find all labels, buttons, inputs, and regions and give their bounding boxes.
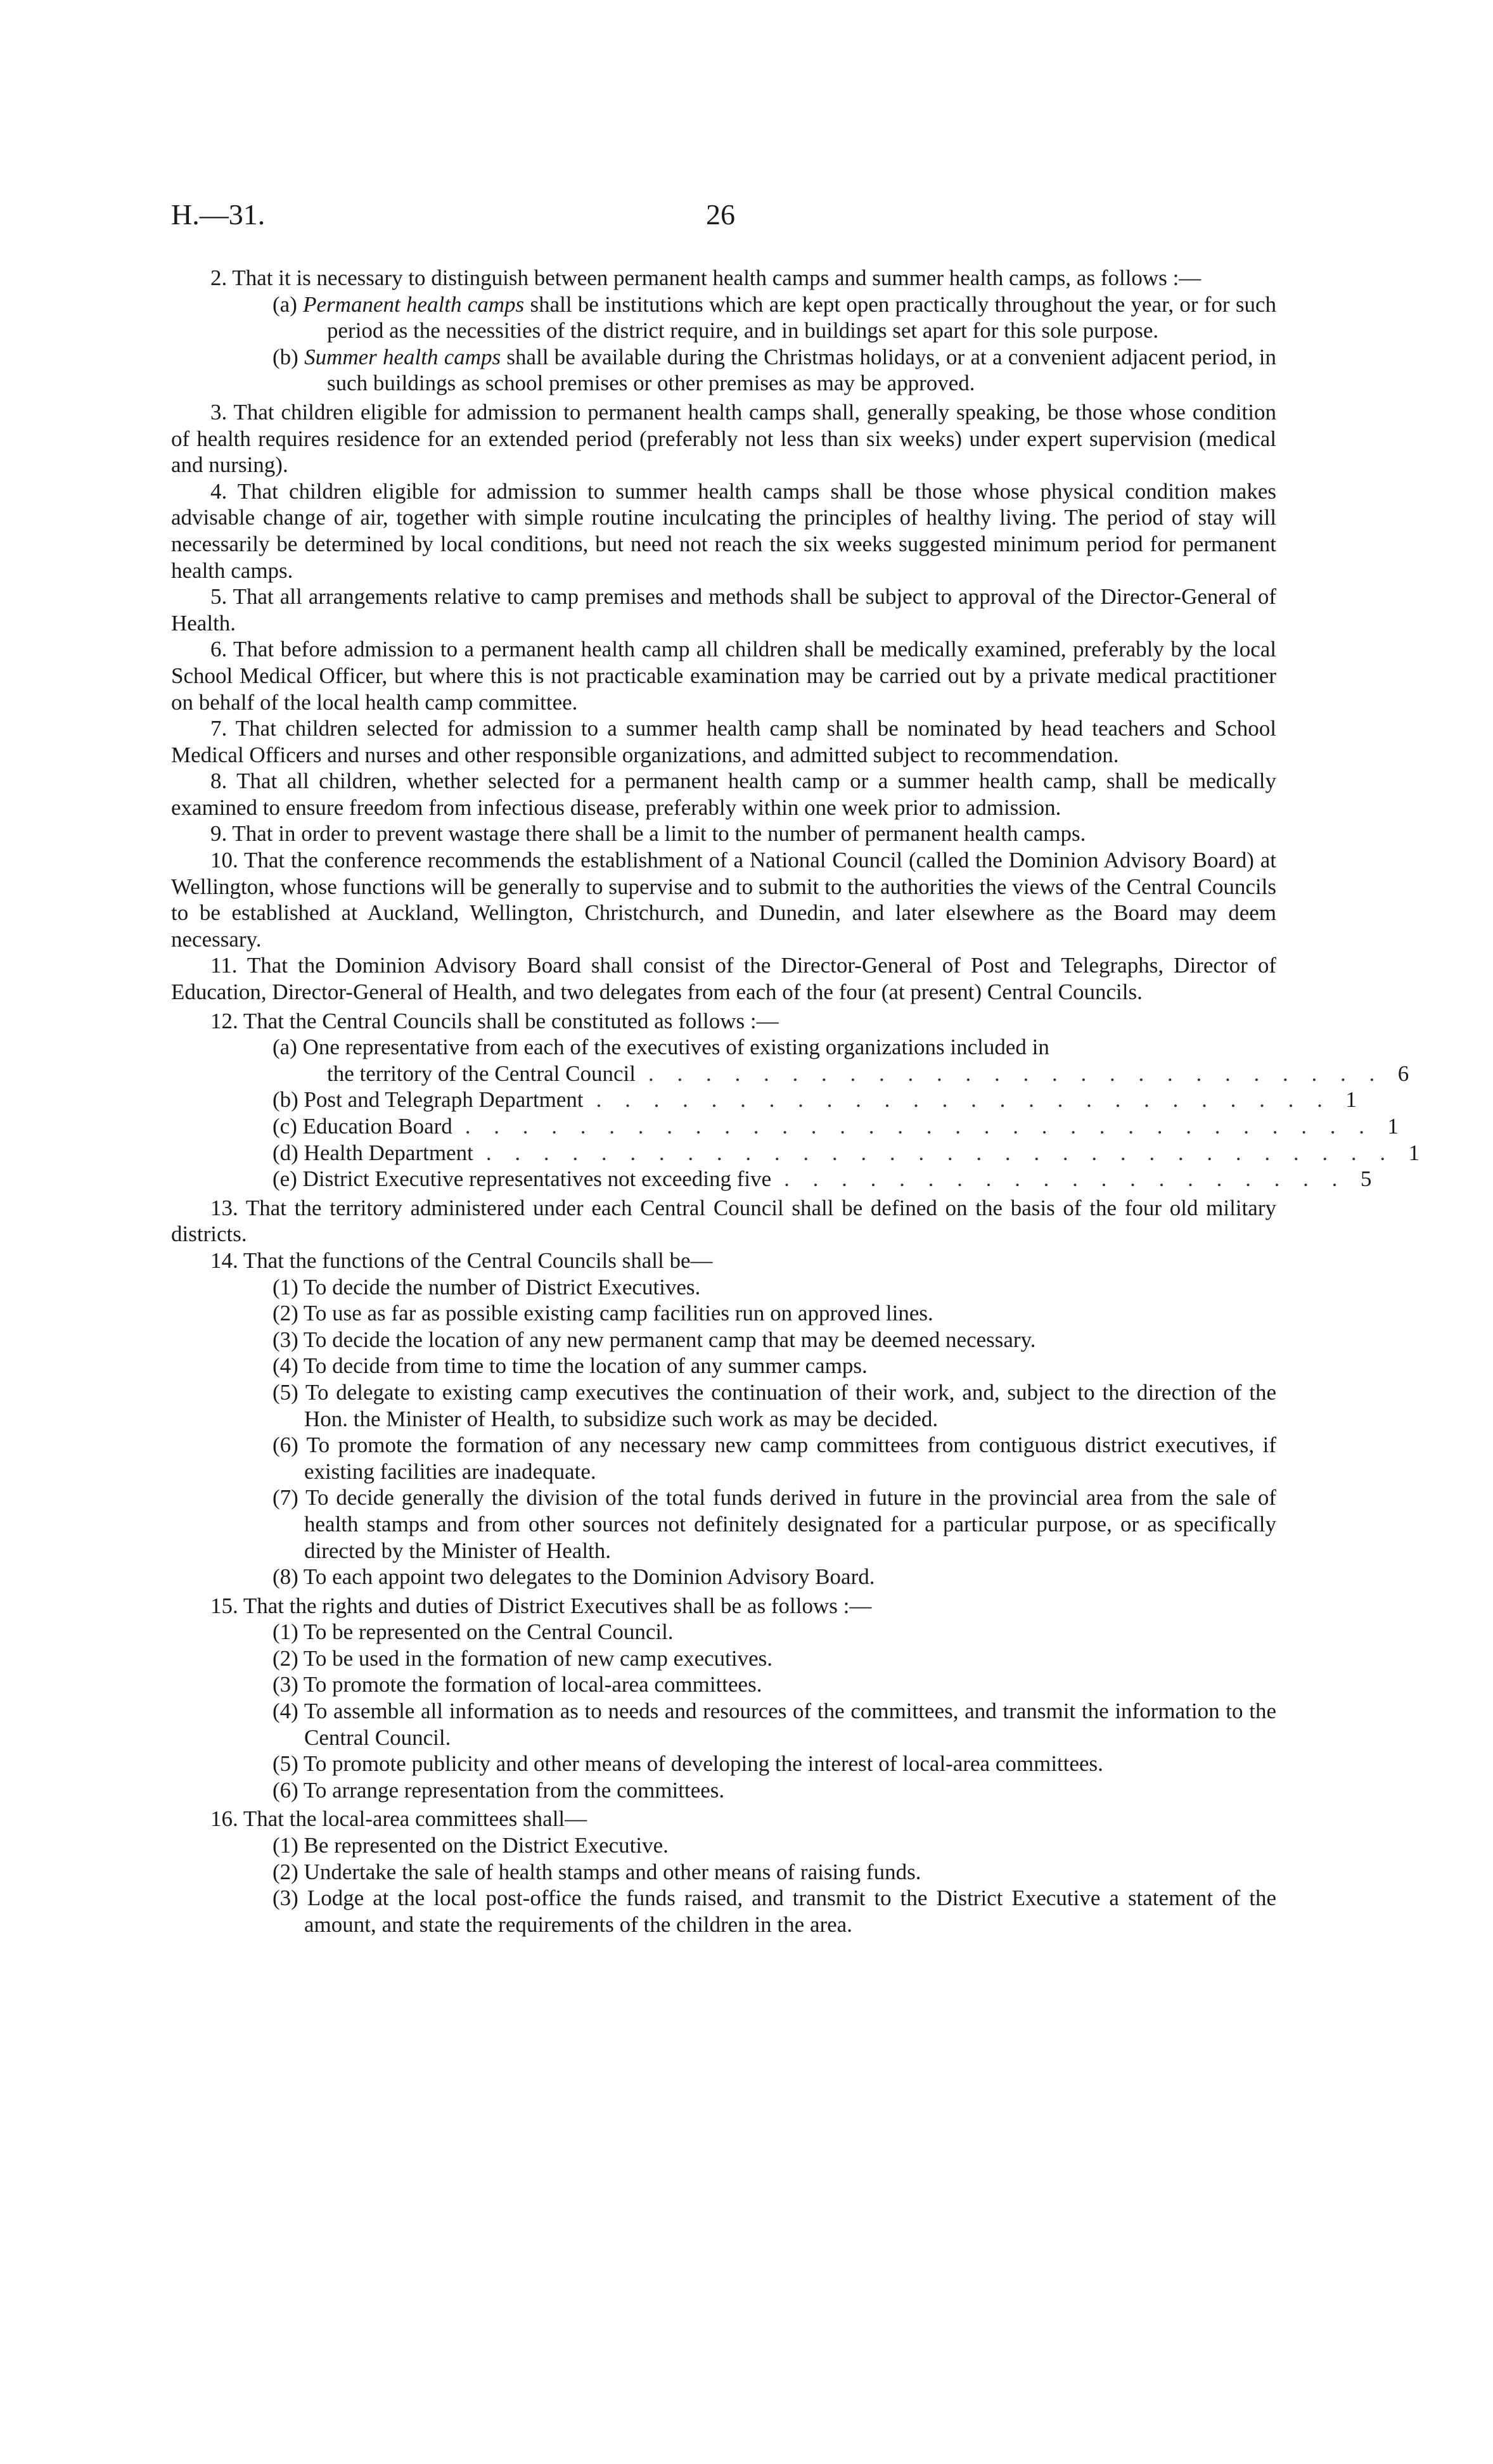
council-row-value: 1: [1387, 1114, 1399, 1139]
paragraph-15: 15. That the rights and duties of District Executives shall be as follows :—: [210, 1593, 872, 1618]
page-number: 26: [706, 198, 735, 231]
paragraph-14: 14. That the functions of the Central Councils shall be—: [210, 1248, 713, 1273]
council-row-value: 1: [1345, 1087, 1357, 1113]
council-row-label: the territory of the Central Council: [327, 1061, 636, 1086]
list-item: (6) To arrange representation from the committees.: [272, 1777, 725, 1803]
list-item: (3) Lodge at the local post-office the funds raised, and transmit to the District Executive a statement of the amount, and state the requirements of the children in the area.: [272, 1886, 1276, 1937]
list-item: (6) To promote the formation of any necessary new camp committees from contiguous district executives, if existing facilities are inadequate.: [272, 1433, 1276, 1484]
council-row-value: 5: [1360, 1166, 1372, 1192]
council-row-a-continued: [327, 1061, 1409, 1087]
council-row-e: [272, 1166, 1372, 1192]
council-row-a: [272, 1034, 1276, 1061]
list-item: (8) To each appoint two delegates to the Dominion Advisory Board.: [272, 1564, 875, 1590]
leader-dots: . . . . . . . . . . . . . . . . . . . .: [784, 1166, 1347, 1192]
paragraph-8: 8. That all children, whether selected for a permanent health camp or a summer health camp, shall be medically examined to ensure freedom from infectious disease, preferably within one week prior to admission.: [171, 769, 1276, 820]
paragraph-4: 4. That children eligible for admission to summer health camps shall be those whose physical condition makes advisable change of air, together with simple routine inculcating the principles of healthy living. The period of stay will necessarily be determined by local conditions, but need not reach the six weeks suggested minimum period for permanent health camps.: [171, 478, 1276, 583]
list-item: (1) Be represented on the District Executive.: [272, 1833, 669, 1858]
paragraph-10: 10. That the conference recommends the establishment of a National Council (called the Dominion Advisory Board) at Wellington, whose functions will be generally to supervise and to submit to the authorities the views of the Central Councils to be established at Auckland, Wellington, Christchurch, and Dunedin, and later elsewhere as the Board may deem necessary.: [171, 848, 1276, 952]
list-item: (2) To be used in the formation of new camp executives.: [272, 1645, 773, 1671]
list-item: (3) To decide the location of any new permanent camp that may be deemed necessary.: [272, 1327, 1036, 1352]
council-row-d: [272, 1140, 1420, 1166]
leader-dots: . . . . . . . . . . . . . . . . . . . . . . . . . . . . . . . .: [485, 1140, 1395, 1165]
list-item: (5) To delegate to existing camp executives the continuation of their work, and, subject to the direction of the Hon. the Minister of Health, to subsidize such work as may be decided.: [272, 1379, 1276, 1431]
paragraph-16: 16. That the local-area committees shall—: [210, 1806, 587, 1832]
paragraph-9: 9. That in order to prevent wastage there shall be a limit to the number of permanent health camps.: [210, 821, 1086, 846]
paragraph-2-a-label: (a): [272, 291, 297, 317]
paragraph-3: 3. That children eligible for admission to permanent health camps shall, generally speaking, be those whose condition of health requires residence for an extended period (preferably not less than six weeks) under expert supervision (medical and nursing).: [171, 399, 1276, 478]
paragraph-13: 13. That the territory administered under each Central Council shall be defined on the basis of the four old military districts.: [171, 1195, 1276, 1247]
paragraph-2-b: [272, 344, 1276, 397]
list-item: (7) To decide generally the division of the total funds derived in future in the provincial area from the sale of health stamps and from other sources not definitely designated for a particular purpose, or as specifically directed by the Minister of Health.: [272, 1485, 1276, 1563]
council-row-value: 1: [1408, 1140, 1420, 1165]
list-item: (2) Undertake the sale of health stamps and other means of raising funds.: [272, 1859, 921, 1884]
document-reference: H.—31.: [171, 198, 266, 231]
paragraph-6: 6. That before admission to a permanent health camp all children shall be medically examined, preferably by the local School Medical Officer, but where this is not practicable examination may be carried out by a private medical practitioner on behalf of the local health camp committee.: [171, 637, 1276, 715]
list-item: (5) To promote publicity and other means of developing the interest of local-area committees.: [272, 1751, 1103, 1777]
paragraph-2-b-title: Summer health camps: [304, 344, 501, 369]
council-row-value: 6: [1397, 1061, 1409, 1086]
list-item: (2) To use as far as possible existing camp facilities run on approved lines.: [272, 1301, 933, 1326]
document-body: [171, 265, 1420, 1937]
paragraph-2-b-label: (b): [272, 344, 298, 369]
council-row-label: (d) Health Department: [272, 1140, 473, 1165]
council-row-label: (b) Post and Telegraph Department: [272, 1087, 584, 1113]
paragraph-11: 11. That the Dominion Advisory Board shall consist of the Director-General of Post and Telegraphs, Director of Education, Director-General of Health, and two delegates from each of the four (at present) Central Councils.: [171, 953, 1276, 1005]
list-item: (1) To decide the number of District Executives.: [272, 1274, 701, 1299]
list-item: (4) To assemble all information as to needs and resources of the committees, and transmit the information to the Central Council.: [272, 1699, 1276, 1750]
paragraph-2-b-text: shall be available during the Christmas holidays, or at a convenient adjacent period, in such buildings as school premises or other premises as may be approved.: [327, 344, 1277, 396]
paragraph-5: 5. That all arrangements relative to camp premises and methods shall be subject to approval of the Director-General of Health.: [171, 584, 1276, 635]
paragraph-12: 12. That the Central Councils shall be constituted as follows :—: [210, 1008, 779, 1033]
council-row-label: (c) Education Board: [272, 1114, 452, 1139]
paragraph-2-a-text: shall be institutions which are kept open practically throughout the year, or for such period as the necessities of the district require, and in buildings set apart for this sole purpose.: [327, 291, 1277, 343]
paragraph-2: 2. That it is necessary to distinguish between permanent health camps and summer health camps, as follows :—: [210, 265, 1201, 290]
leader-dots: . . . . . . . . . . . . . . . . . . . . . . . . . .: [648, 1061, 1384, 1086]
council-row-label: (a) One representative from each of the executives of existing organizations included in: [272, 1035, 1049, 1060]
paragraph-2-a: [272, 291, 1276, 344]
council-row-b: [272, 1087, 1357, 1113]
council-row-label: (e) District Executive representatives not exceeding five: [272, 1166, 772, 1192]
leader-dots: . . . . . . . . . . . . . . . . . . . . . . . . . .: [596, 1087, 1331, 1113]
list-item: (4) To decide from time to time the location of any summer camps.: [272, 1353, 868, 1379]
list-item: (1) To be represented on the Central Council.: [272, 1619, 674, 1645]
paragraph-2-a-title: Permanent health camps: [303, 291, 525, 317]
list-item: (3) To promote the formation of local-area committees.: [272, 1672, 762, 1697]
council-row-c: [272, 1113, 1399, 1140]
leader-dots: . . . . . . . . . . . . . . . . . . . . . . . . . . . . . . . .: [465, 1114, 1374, 1139]
paragraph-7: 7. That children selected for admission to a summer health camp shall be nominated by head teachers and School Medical Officers and nurses and other responsible organizations, and admitted subject to recommendation.: [171, 716, 1276, 767]
